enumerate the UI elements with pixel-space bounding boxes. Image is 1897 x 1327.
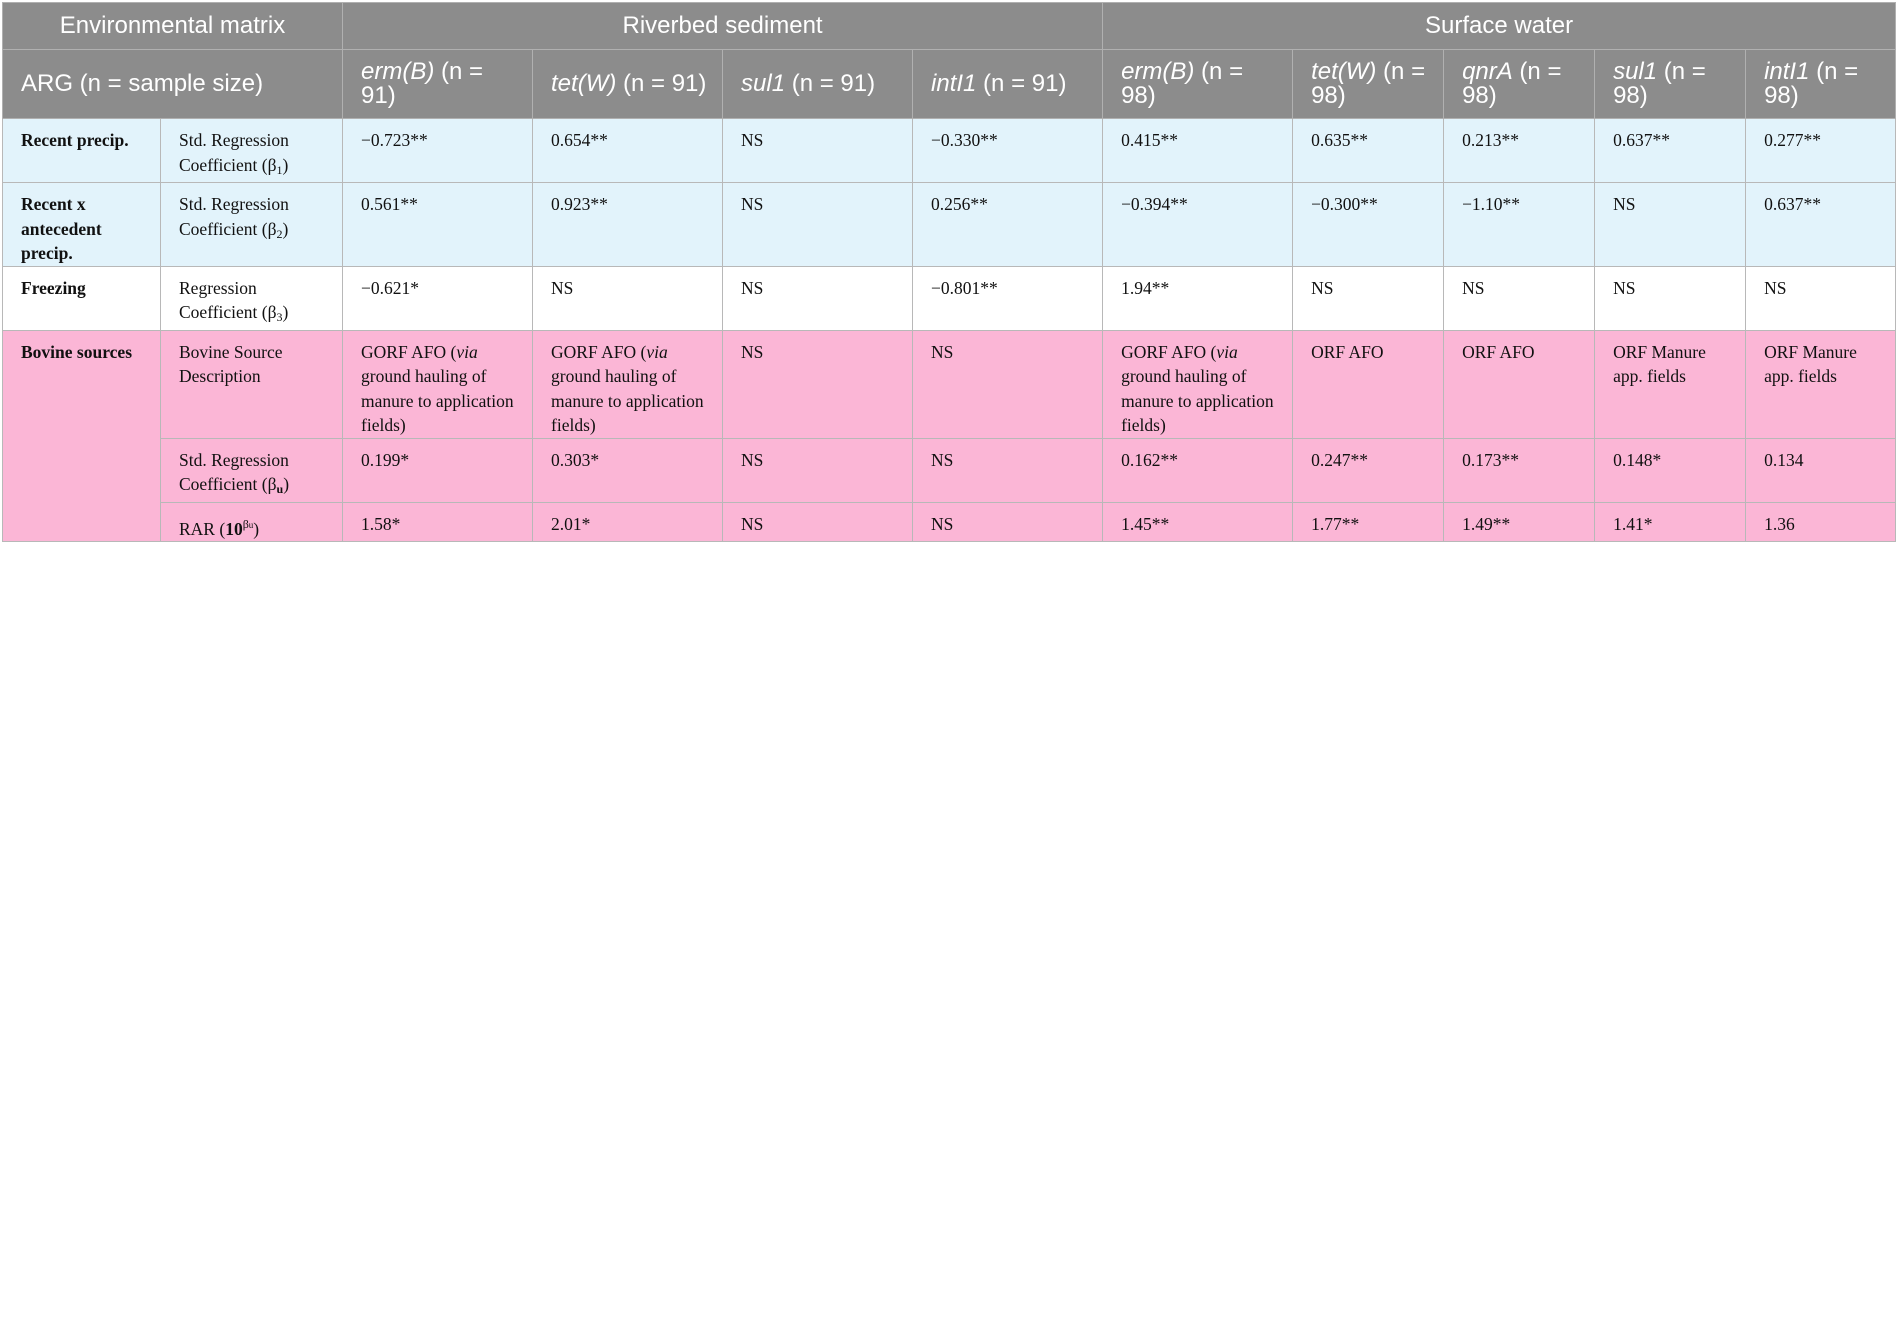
header-row-matrix xyxy=(3,3,1896,50)
value-cell: NS xyxy=(913,438,1103,502)
value-cell: 0.134 xyxy=(1746,438,1896,502)
value-cell: 1.77** xyxy=(1293,502,1444,542)
value-cell: ORF AFO xyxy=(1444,330,1595,438)
value-cell: 0.415** xyxy=(1103,119,1293,183)
riverbed-header: Riverbed sediment xyxy=(343,3,1103,50)
value-cell: −0.300** xyxy=(1293,183,1444,267)
category-cell: Recent x antecedent precip. xyxy=(3,183,161,267)
value-cell: NS xyxy=(723,438,913,502)
value-cell: NS xyxy=(723,119,913,183)
value-cell: 0.561** xyxy=(343,183,533,267)
value-cell: 0.162** xyxy=(1103,438,1293,502)
value-cell: 0.148* xyxy=(1595,438,1746,502)
table-row xyxy=(3,502,1896,542)
value-cell: NS xyxy=(723,183,913,267)
value-cell: NS xyxy=(723,266,913,330)
value-cell: NS xyxy=(1595,183,1746,267)
value-cell: 0.635** xyxy=(1293,119,1444,183)
column-header: intI1 (n = 91) xyxy=(913,50,1103,119)
value-cell: 1.58* xyxy=(343,502,533,542)
row-label-cell: Std. Regression Coefficient $(\beta_1)$ xyxy=(161,119,343,183)
surface-water-header: Surface water xyxy=(1103,3,1896,50)
column-header: sul1 (n = 98) xyxy=(1595,50,1746,119)
value-cell: GORF AFO (via ground hauling of manure to application fields) xyxy=(1103,330,1293,438)
column-header: qnrA (n = 98) xyxy=(1444,50,1595,119)
value-cell: NS xyxy=(1293,266,1444,330)
value-cell: NS xyxy=(1746,266,1896,330)
value-cell: NS xyxy=(723,330,913,438)
value-cell: −0.330** xyxy=(913,119,1103,183)
column-header: intI1 (n = 98) xyxy=(1746,50,1896,119)
column-header: sul1 (n = 91) xyxy=(723,50,913,119)
column-header: tet(W) (n = 91) xyxy=(533,50,723,119)
value-cell: 1.94** xyxy=(1103,266,1293,330)
value-cell: 0.247** xyxy=(1293,438,1444,502)
arg-label-header: ARG (n = sample size) xyxy=(3,50,343,119)
value-cell: 0.637** xyxy=(1746,183,1896,267)
value-cell: NS xyxy=(913,502,1103,542)
value-cell: 0.199* xyxy=(343,438,533,502)
value-cell: NS xyxy=(1595,266,1746,330)
table-row xyxy=(3,330,1896,438)
value-cell: −1.10** xyxy=(1444,183,1595,267)
row-label-cell: Regression Coefficient $(\beta_3)$ xyxy=(161,266,343,330)
row-label-cell: Std. Regression Coefficient $(\beta_2)$ xyxy=(161,183,343,267)
value-cell: 0.654** xyxy=(533,119,723,183)
value-cell: −0.394** xyxy=(1103,183,1293,267)
value-cell: 2.01* xyxy=(533,502,723,542)
table-row xyxy=(3,266,1896,330)
value-cell: 0.637** xyxy=(1595,119,1746,183)
value-cell: NS xyxy=(533,266,723,330)
value-cell: ORF AFO xyxy=(1293,330,1444,438)
column-header: tet(W) (n = 98) xyxy=(1293,50,1444,119)
value-cell: GORF AFO (via ground hauling of manure to application fields) xyxy=(343,330,533,438)
value-cell: 0.303* xyxy=(533,438,723,502)
results-table xyxy=(2,2,1896,542)
value-cell: −0.801** xyxy=(913,266,1103,330)
value-cell: ORF Manure app. fields xyxy=(1595,330,1746,438)
header-row-genes xyxy=(3,50,1896,119)
value-cell: −0.723** xyxy=(343,119,533,183)
table-row xyxy=(3,438,1896,502)
value-cell: 1.45** xyxy=(1103,502,1293,542)
value-cell: 0.256** xyxy=(913,183,1103,267)
column-header: erm(B) (n = 98) xyxy=(1103,50,1293,119)
env-matrix-header: Environmental matrix xyxy=(3,3,343,50)
value-cell: 1.49** xyxy=(1444,502,1595,542)
category-cell: Recent precip. xyxy=(3,119,161,183)
row-label-cell: Std. Regression Coefficient $(\beta_u)$ xyxy=(161,438,343,502)
value-cell: 0.923** xyxy=(533,183,723,267)
category-cell: Freezing xyxy=(3,266,161,330)
value-cell: GORF AFO (via ground hauling of manure to application fields) xyxy=(533,330,723,438)
value-cell: −0.621* xyxy=(343,266,533,330)
column-header: erm(B) (n = 91) xyxy=(343,50,533,119)
value-cell: ORF Manure app. fields xyxy=(1746,330,1896,438)
value-cell: NS xyxy=(913,330,1103,438)
value-cell: 0.173** xyxy=(1444,438,1595,502)
value-cell: 0.213** xyxy=(1444,119,1595,183)
value-cell: 0.277** xyxy=(1746,119,1896,183)
value-cell: 1.41* xyxy=(1595,502,1746,542)
value-cell: 1.36 xyxy=(1746,502,1896,542)
row-label-cell: RAR $(10^{\beta u})$ xyxy=(161,502,343,542)
category-cell: Bovine sources xyxy=(3,330,161,542)
value-cell: NS xyxy=(723,502,913,542)
row-label-cell: Bovine Source Description xyxy=(161,330,343,438)
value-cell: NS xyxy=(1444,266,1595,330)
table-row xyxy=(3,183,1896,267)
table-row xyxy=(3,119,1896,183)
